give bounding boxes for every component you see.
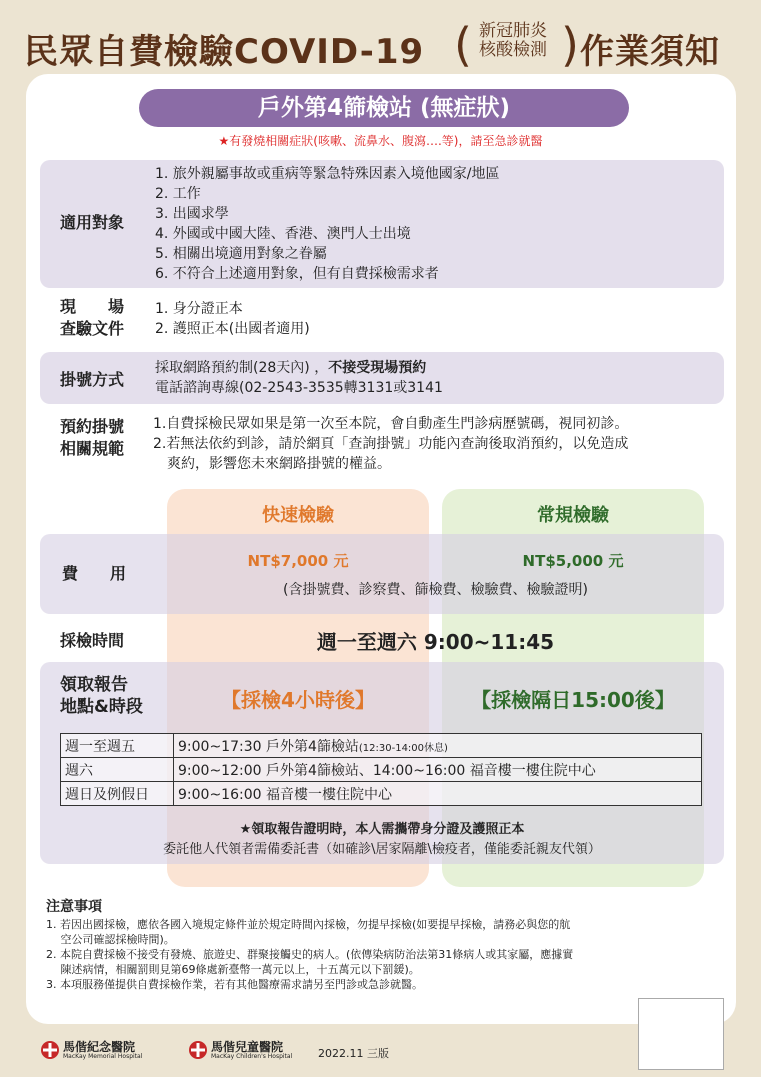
list-item: 2. 護照正本(出國者適用)	[155, 321, 310, 337]
report-label	[60, 674, 143, 718]
documents-list	[155, 299, 310, 339]
report-note-1: ★領取報告證明時，本人需攜帶身分證及護照正本	[239, 822, 525, 837]
list-item: 1.自費採檢民眾如果是第一次至本院，會自動產生門診病歷號碼，視同初診。	[153, 416, 629, 432]
hospital-2-en: MacKay Children's Hospital	[211, 1053, 293, 1060]
notes-line: 3. 本項服務僅提供自費採檢作業，若有其他醫療需求請另至門診或急診就醫。	[46, 978, 423, 991]
title-sub-1: 新冠肺炎	[479, 21, 547, 41]
fee-fast: NT$7,000 元	[247, 552, 349, 570]
hospital-logo-icon	[40, 1040, 60, 1060]
warning-text: ★有發燒相關症狀(咳嗽、流鼻水、腹瀉….等)，請至急診就醫	[218, 134, 543, 148]
version-label: 2022.11 三版	[318, 1047, 389, 1060]
registration-text	[155, 358, 443, 398]
list-item: 5. 相關出境適用對象之眷屬	[155, 246, 327, 262]
hospital-2-name: 馬偕兒童醫院	[211, 1040, 284, 1054]
title-right: 作業須知	[580, 32, 720, 72]
rules-label	[60, 416, 124, 460]
notes-line: 1. 若因出國採檢，應依各國入境規定條件並於規定時間內採檢，勿提早採檢(如要提早採檢，請務必與您的航	[46, 918, 571, 931]
list-item: 爽約，影響您未來網路掛號的權益。	[153, 456, 391, 472]
fee-note: (含掛號費、診察費、篩檢費、檢驗費、檢驗證明)	[283, 582, 588, 598]
registration-line-1	[155, 358, 443, 378]
notes-line: 空公司確認採檢時間)。	[46, 933, 175, 946]
registration-label: 掛號方式	[60, 370, 125, 389]
report-pickup-table	[60, 733, 702, 806]
fee-label: 費 用	[62, 564, 127, 583]
table-cell-detail	[174, 734, 702, 758]
notes-title: 注意事項	[46, 899, 102, 915]
title-left: 民眾自費檢驗COVID-19	[24, 32, 425, 72]
list-item: 2.若無法依約到診，請於網頁「查詢掛號」功能內查詢後取消預約，以免造成	[153, 436, 629, 452]
table-cell-detail: 9:00~16:00 福音樓一樓住院中心	[174, 782, 702, 806]
sampling-time: 週一至週六 9:00~11:45	[316, 630, 555, 654]
fee-band	[40, 534, 724, 614]
list-item: 2. 工作	[155, 186, 201, 202]
rules-label-2: 相關規範	[60, 439, 125, 458]
table-cell-day: 週一至週五	[61, 734, 174, 758]
report-regular: 【採檢隔日15:00後】	[471, 688, 675, 712]
title-paren-open: (	[454, 18, 472, 72]
detail-text: 9:00~17:30 戶外第4篩檢站	[178, 738, 359, 755]
documents-label-1: 現 場	[60, 297, 125, 316]
page-title	[0, 10, 761, 80]
registration-line-2: 電話諮詢專線(02-2543-3535轉3131或3141	[155, 380, 443, 396]
notes-line: 2. 本院自費採檢不接受有發燒、旅遊史、群聚接觸史的病人。(依傳染病防治法第31條病人或其家屬，應據實	[46, 948, 574, 961]
hospital-1-name: 馬偕紀念醫院	[63, 1040, 136, 1054]
list-item: 3. 出國求學	[155, 206, 229, 222]
children-hospital-logo-icon	[188, 1040, 208, 1060]
eligibility-list	[155, 164, 500, 284]
documents-label	[60, 296, 124, 340]
qr-code-placeholder	[638, 998, 724, 1070]
title-sub	[458, 22, 568, 60]
registration-line-1b: 不接受現場預約	[328, 360, 427, 376]
footer	[40, 1036, 440, 1066]
list-item: 4. 外國或中國大陸、香港、澳門人士出境	[155, 226, 411, 242]
fee-regular: NT$5,000 元	[522, 552, 624, 570]
station-badge: 戶外第4篩檢站 (無症狀)	[139, 89, 629, 127]
table-cell-day: 週日及例假日	[61, 782, 174, 806]
rules-label-1: 預約掛號	[60, 417, 125, 436]
title-paren-close: )	[561, 18, 579, 72]
documents-label-2: 查驗文件	[60, 319, 125, 338]
list-item: 1. 身分證正本	[155, 301, 243, 317]
sampling-label: 採檢時間	[60, 631, 125, 650]
table-cell-day: 週六	[61, 758, 174, 782]
title-sub-2: 核酸檢測	[479, 40, 547, 60]
notes-line: 陳述病情，相關罰則見第69條處新臺幣一萬元以上，十五萬元以下罰鍰)。	[46, 963, 420, 976]
report-label-2: 地點&時段	[60, 697, 143, 717]
detail-extra: (12:30-14:00休息)	[358, 742, 448, 754]
regular-test-heading: 常規檢驗	[537, 505, 609, 526]
eligibility-label: 適用對象	[60, 213, 125, 232]
registration-line-1a: 採取網路預約制(28天內) ，	[155, 360, 329, 376]
list-item: 6. 不符合上述適用對象，但有自費採檢需求者	[155, 266, 439, 282]
table-row	[61, 758, 702, 782]
table-cell-detail: 9:00~12:00 戶外第4篩檢站、14:00~16:00 福音樓一樓住院中心	[174, 758, 702, 782]
hospital-1-en: MacKay Memorial Hospital	[63, 1053, 143, 1060]
fast-test-heading: 快速檢驗	[262, 505, 334, 526]
report-note-2: 委託他人代領者需備委託書（如確診\居家隔離\檢疫者，僅能委託親友代領）	[163, 842, 601, 857]
notes-section	[46, 900, 736, 992]
list-item: 1. 旅外親屬事故或重病等緊急特殊因素入境他國家/地區	[155, 166, 500, 182]
report-fast: 【採檢4小時後】	[221, 688, 375, 712]
rules-list	[153, 414, 628, 474]
table-row	[61, 782, 702, 806]
report-label-1: 領取報告	[60, 675, 128, 695]
table-row	[61, 734, 702, 758]
report-notes	[40, 820, 724, 860]
